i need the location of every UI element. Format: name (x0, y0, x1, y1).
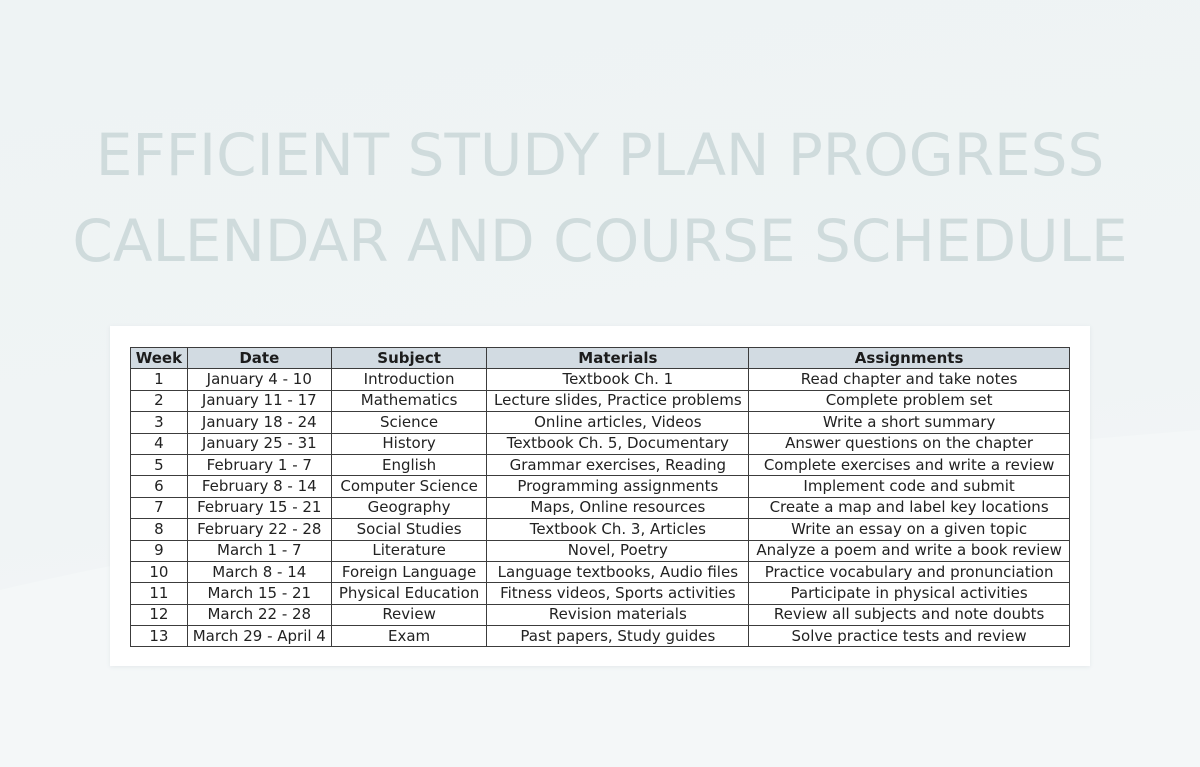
table-row (131, 454, 1070, 475)
subject-cell: Exam (331, 626, 487, 647)
week-cell: 3 (131, 412, 188, 433)
materials-cell: Grammar exercises, Reading (487, 454, 749, 475)
table-row (131, 626, 1070, 647)
table-row (131, 561, 1070, 582)
column-header-subject: Subject (331, 348, 487, 369)
table-header-row (131, 348, 1070, 369)
materials-cell: Online articles, Videos (487, 412, 749, 433)
assignments-cell: Analyze a poem and write a book review (749, 540, 1070, 561)
table-row (131, 540, 1070, 561)
week-cell: 11 (131, 583, 188, 604)
assignments-cell: Participate in physical activities (749, 583, 1070, 604)
subject-cell: Mathematics (331, 390, 487, 411)
subject-cell: Social Studies (331, 519, 487, 540)
materials-cell: Textbook Ch. 5, Documentary (487, 433, 749, 454)
table-row (131, 390, 1070, 411)
subject-cell: English (331, 454, 487, 475)
materials-cell: Lecture slides, Practice problems (487, 390, 749, 411)
assignments-cell: Answer questions on the chapter (749, 433, 1070, 454)
date-cell: March 29 - April 4 (187, 626, 331, 647)
materials-cell: Textbook Ch. 1 (487, 369, 749, 390)
materials-cell: Textbook Ch. 3, Articles (487, 519, 749, 540)
materials-cell: Language textbooks, Audio files (487, 561, 749, 582)
assignments-cell: Review all subjects and note doubts (749, 604, 1070, 625)
date-cell: January 4 - 10 (187, 369, 331, 390)
assignments-cell: Complete problem set (749, 390, 1070, 411)
table-row (131, 433, 1070, 454)
subject-cell: Literature (331, 540, 487, 561)
table-row (131, 604, 1070, 625)
date-cell: February 1 - 7 (187, 454, 331, 475)
schedule-card (110, 326, 1090, 666)
title-line-2: CALENDAR AND COURSE SCHEDULE (72, 207, 1128, 275)
week-cell: 5 (131, 454, 188, 475)
date-cell: February 8 - 14 (187, 476, 331, 497)
column-header-date: Date (187, 348, 331, 369)
column-header-week: Week (131, 348, 188, 369)
subject-cell: Review (331, 604, 487, 625)
date-cell: February 22 - 28 (187, 519, 331, 540)
week-cell: 2 (131, 390, 188, 411)
materials-cell: Novel, Poetry (487, 540, 749, 561)
week-cell: 6 (131, 476, 188, 497)
date-cell: March 22 - 28 (187, 604, 331, 625)
subject-cell: Physical Education (331, 583, 487, 604)
week-cell: 8 (131, 519, 188, 540)
week-cell: 12 (131, 604, 188, 625)
column-header-materials: Materials (487, 348, 749, 369)
assignments-cell: Solve practice tests and review (749, 626, 1070, 647)
materials-cell: Revision materials (487, 604, 749, 625)
subject-cell: Geography (331, 497, 487, 518)
subject-cell: Science (331, 412, 487, 433)
materials-cell: Fitness videos, Sports activities (487, 583, 749, 604)
date-cell: January 11 - 17 (187, 390, 331, 411)
table-row (131, 369, 1070, 390)
table-row (131, 583, 1070, 604)
table-row (131, 476, 1070, 497)
title-line-1: EFFICIENT STUDY PLAN PROGRESS (95, 121, 1105, 189)
date-cell: March 15 - 21 (187, 583, 331, 604)
week-cell: 4 (131, 433, 188, 454)
assignments-cell: Implement code and submit (749, 476, 1070, 497)
week-cell: 10 (131, 561, 188, 582)
table-row (131, 519, 1070, 540)
date-cell: March 1 - 7 (187, 540, 331, 561)
date-cell: January 25 - 31 (187, 433, 331, 454)
assignments-cell: Practice vocabulary and pronunciation (749, 561, 1070, 582)
assignments-cell: Complete exercises and write a review (749, 454, 1070, 475)
week-cell: 13 (131, 626, 188, 647)
table-body (131, 369, 1070, 647)
assignments-cell: Write an essay on a given topic (749, 519, 1070, 540)
materials-cell: Programming assignments (487, 476, 749, 497)
materials-cell: Maps, Online resources (487, 497, 749, 518)
materials-cell: Past papers, Study guides (487, 626, 749, 647)
date-cell: March 8 - 14 (187, 561, 331, 582)
schedule-table (130, 347, 1070, 647)
subject-cell: Computer Science (331, 476, 487, 497)
week-cell: 1 (131, 369, 188, 390)
column-header-assignments: Assignments (749, 348, 1070, 369)
week-cell: 9 (131, 540, 188, 561)
table-row (131, 497, 1070, 518)
assignments-cell: Write a short summary (749, 412, 1070, 433)
assignments-cell: Read chapter and take notes (749, 369, 1070, 390)
table-row (131, 412, 1070, 433)
assignments-cell: Create a map and label key locations (749, 497, 1070, 518)
date-cell: February 15 - 21 (187, 497, 331, 518)
subject-cell: History (331, 433, 487, 454)
date-cell: January 18 - 24 (187, 412, 331, 433)
page-title (0, 112, 1200, 284)
subject-cell: Foreign Language (331, 561, 487, 582)
week-cell: 7 (131, 497, 188, 518)
subject-cell: Introduction (331, 369, 487, 390)
